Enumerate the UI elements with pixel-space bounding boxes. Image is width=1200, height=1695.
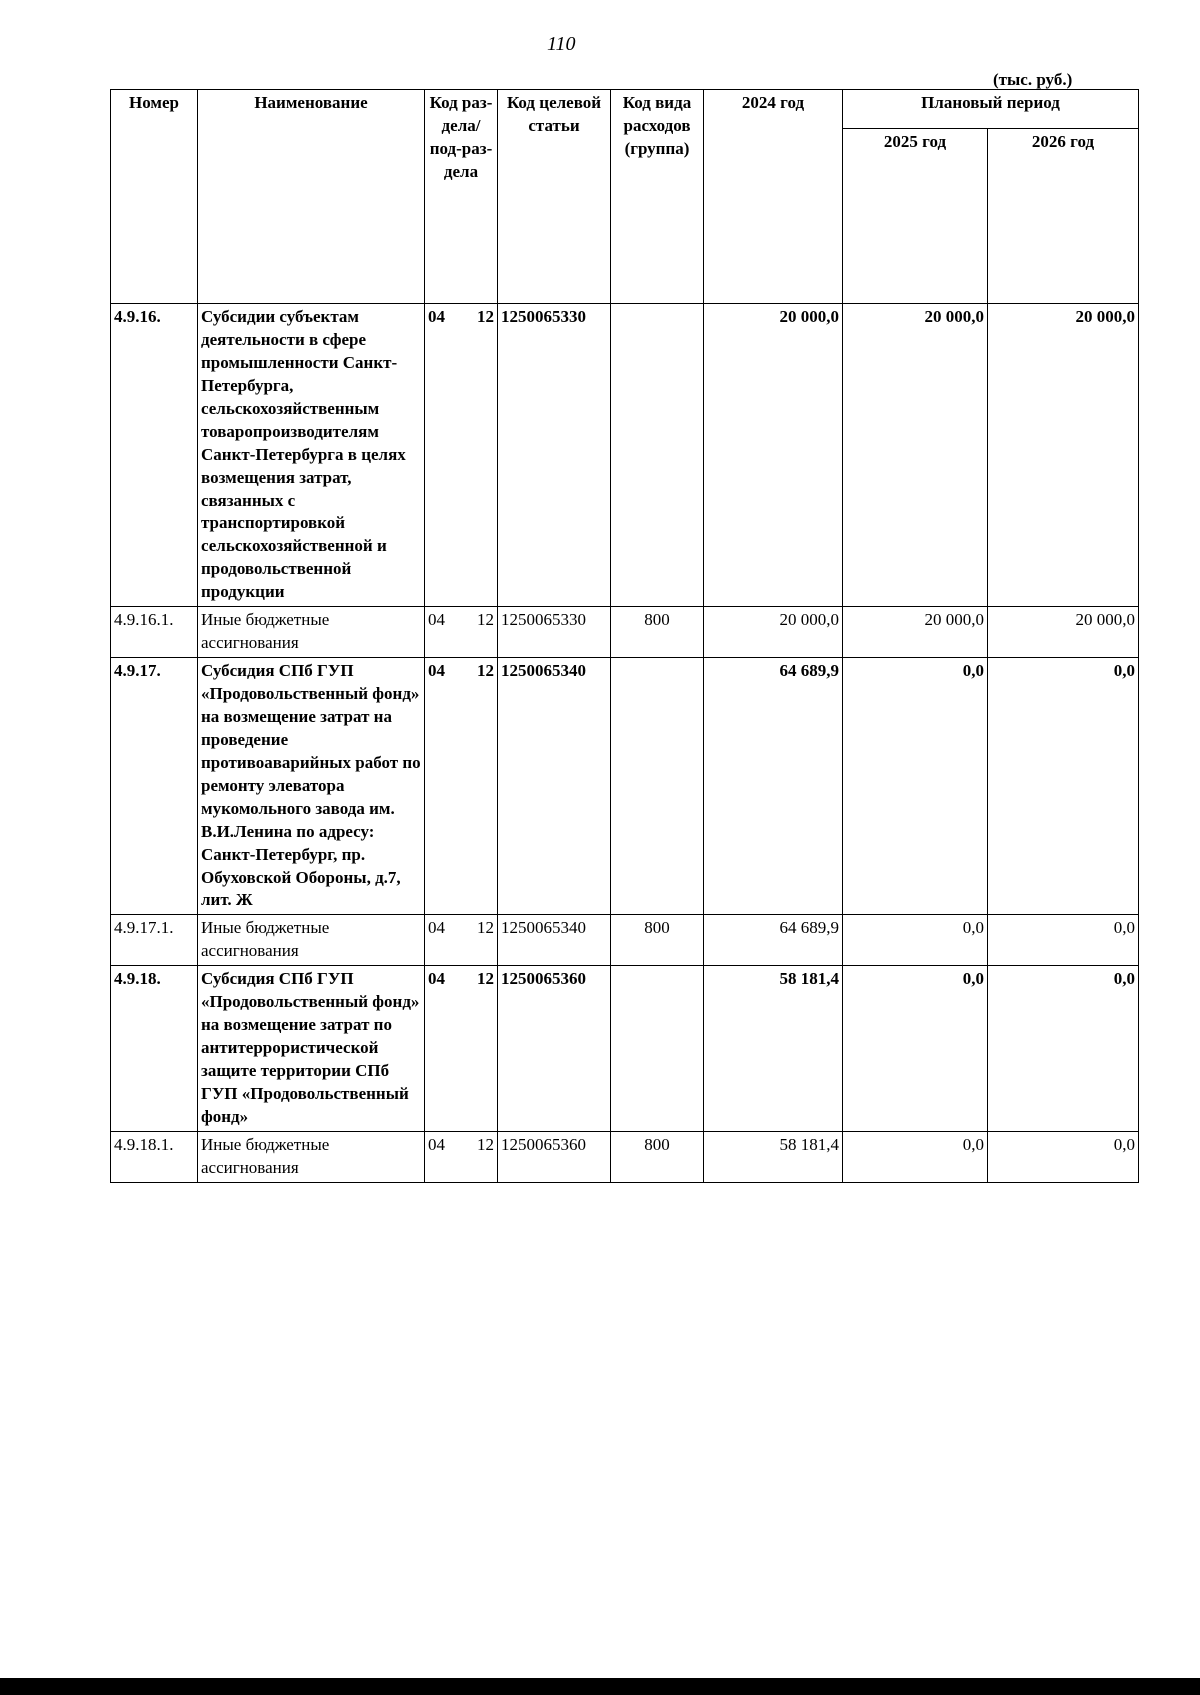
row-expense-type: 800 (611, 607, 704, 658)
table-row (111, 966, 1139, 1132)
header-year-2024: 2024 год (704, 90, 843, 304)
row-name: Иные бюджетные ассигнования (198, 1131, 425, 1182)
row-section: 04 (428, 918, 445, 938)
row-number: 4.9.16.1. (111, 607, 198, 658)
table-row (111, 1131, 1139, 1182)
row-section-code (425, 1131, 498, 1182)
row-section-code (425, 915, 498, 966)
row-target-code: 1250065330 (498, 304, 611, 607)
row-2025: 20 000,0 (843, 304, 988, 607)
row-section: 04 (428, 661, 445, 681)
row-target-code: 1250065340 (498, 658, 611, 915)
row-name: Иные бюджетные ассигнования (198, 607, 425, 658)
row-2025: 20 000,0 (843, 607, 988, 658)
row-name: Иные бюджетные ассигнования (198, 915, 425, 966)
unit-note: (тыс. руб.) (993, 70, 1073, 89)
header-expense-type-code: Код вида расходов (группа) (611, 90, 704, 304)
header-section-code: Код раз-дела/ под-раз-дела (425, 90, 498, 304)
row-2026: 0,0 (988, 1131, 1139, 1182)
header-number: Номер (111, 90, 198, 304)
row-section-code (425, 304, 498, 607)
table-row (111, 304, 1139, 607)
budget-table (110, 89, 1139, 1183)
row-number: 4.9.16. (111, 304, 198, 607)
row-section: 04 (428, 969, 445, 989)
row-subsection: 12 (477, 918, 494, 938)
row-section-code (425, 966, 498, 1132)
row-2024: 64 689,9 (704, 915, 843, 966)
row-subsection: 12 (477, 661, 494, 681)
row-section: 04 (428, 307, 445, 326)
header-year-2025: 2025 год (843, 129, 988, 304)
row-number: 4.9.18. (111, 966, 198, 1132)
row-2024: 58 181,4 (704, 1131, 843, 1182)
table-row (111, 915, 1139, 966)
row-number: 4.9.17.1. (111, 915, 198, 966)
row-2026: 0,0 (988, 915, 1139, 966)
row-2026: 20 000,0 (988, 304, 1139, 607)
row-2025: 0,0 (843, 658, 988, 915)
row-expense-type: 800 (611, 915, 704, 966)
row-subsection: 12 (477, 307, 494, 326)
row-2026: 0,0 (988, 658, 1139, 915)
row-subsection: 12 (477, 969, 494, 989)
row-2024: 58 181,4 (704, 966, 843, 1132)
row-2025: 0,0 (843, 966, 988, 1132)
table-row (111, 658, 1139, 915)
row-2025: 0,0 (843, 1131, 988, 1182)
row-2025: 0,0 (843, 915, 988, 966)
scan-edge-bar (0, 1678, 1200, 1695)
header-target-code: Код целевой статьи (498, 90, 611, 304)
row-name: Субсидия СПб ГУП «Продовольственный фонд» на возмещение затрат на проведение противоаварийных работ по ремонту элеватора мукомольного завода им. В.И.Ленина по адресу: Санкт-Петербург, пр. Обуховской Обороны, д.7, лит. Ж (198, 658, 425, 915)
row-expense-type (611, 966, 704, 1132)
row-expense-type: 800 (611, 1131, 704, 1182)
row-2024: 64 689,9 (704, 658, 843, 915)
row-name: Субсидия СПб ГУП «Продовольственный фонд» на возмещение затрат по антитеррористической защите территории СПб ГУП «Продовольственный фонд» (198, 966, 425, 1132)
row-expense-type (611, 304, 704, 607)
row-number: 4.9.18.1. (111, 1131, 198, 1182)
header-year-2026: 2026 год (988, 129, 1139, 304)
row-target-code: 1250065340 (498, 915, 611, 966)
row-target-code: 1250065330 (498, 607, 611, 658)
row-section: 04 (428, 610, 445, 630)
row-target-code: 1250065360 (498, 1131, 611, 1182)
header-planning-period: Плановый период (843, 90, 1139, 129)
row-target-code: 1250065360 (498, 966, 611, 1132)
header-name: Наименование (198, 90, 425, 304)
page-number: 110 (547, 33, 576, 55)
row-section: 04 (428, 1134, 445, 1154)
row-2026: 20 000,0 (988, 607, 1139, 658)
row-2024: 20 000,0 (704, 304, 843, 607)
table-row (111, 607, 1139, 658)
row-subsection: 12 (477, 610, 494, 630)
row-section-code (425, 607, 498, 658)
row-number: 4.9.17. (111, 658, 198, 915)
row-2026: 0,0 (988, 966, 1139, 1132)
row-2024: 20 000,0 (704, 607, 843, 658)
row-section-code (425, 658, 498, 915)
row-expense-type (611, 658, 704, 915)
row-subsection: 12 (477, 1134, 494, 1154)
table-body (111, 304, 1139, 1183)
row-name: Субсидии субъектам деятельности в сфере промышленности Санкт-Петербурга, сельскохозяйственным товаропроизводителям Санкт-Петербурга в целях возмещения затрат, связанных с транспортировкой сельскохозяйственной и продовольственной продукции (198, 304, 425, 607)
